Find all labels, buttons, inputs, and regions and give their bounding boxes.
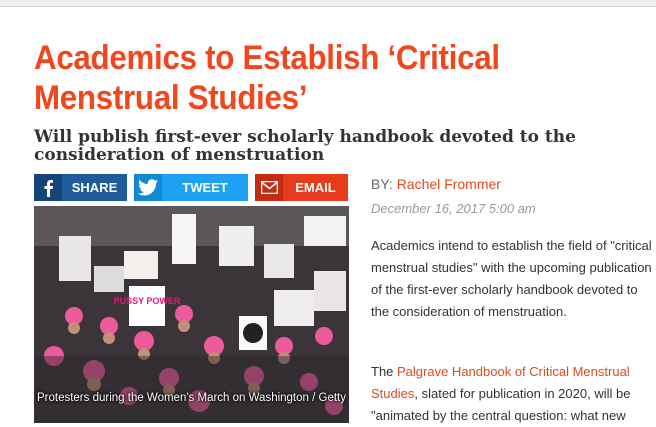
- email-share-label: EMAIL: [295, 180, 336, 195]
- facebook-icon: [34, 174, 62, 201]
- twitter-icon: [134, 174, 162, 201]
- publish-date: December 16, 2017 5:00 am: [371, 201, 536, 216]
- article-paragraph-1: Academics intend to establish the field of "critical menstrual studies" with the upcoming publication of the first-ever scholarly handbook devoted to the consideration of menstruation.: [371, 238, 652, 319]
- handbook-link[interactable]: Palgrave Handbook of Critical Menstrual Studies: [371, 364, 630, 401]
- facebook-share-button[interactable]: [34, 174, 127, 201]
- twitter-share-label: TWEET: [182, 180, 228, 195]
- article-paragraph-2: [371, 361, 656, 427]
- facebook-share-label: SHARE: [71, 180, 118, 195]
- photo-caption: Protesters during the Women's March on Washington / Getty: [36, 392, 346, 404]
- paragraph-2-rest: , slated for publication in 2020, will be "animated by the central question: what new: [371, 386, 631, 423]
- article-title: Academics to Establish ‘Critical Menstrual Studies’: [34, 39, 500, 117]
- email-icon: [255, 174, 283, 201]
- twitter-share-button[interactable]: [134, 174, 248, 201]
- author-link[interactable]: Rachel Frommer: [396, 176, 501, 192]
- svg-text:PUSSY POWER: PUSSY POWER: [113, 296, 181, 306]
- article-subtitle: Will publish first-ever scholarly handbook devoted to the consideration of menstruation: [34, 127, 576, 165]
- top-bar: [0, 0, 656, 7]
- email-share-button[interactable]: [255, 174, 348, 201]
- article-photo: [34, 206, 349, 423]
- byline-prefix: BY:: [371, 176, 393, 192]
- byline: [371, 176, 501, 192]
- paragraph-2-prefix: The: [371, 364, 398, 379]
